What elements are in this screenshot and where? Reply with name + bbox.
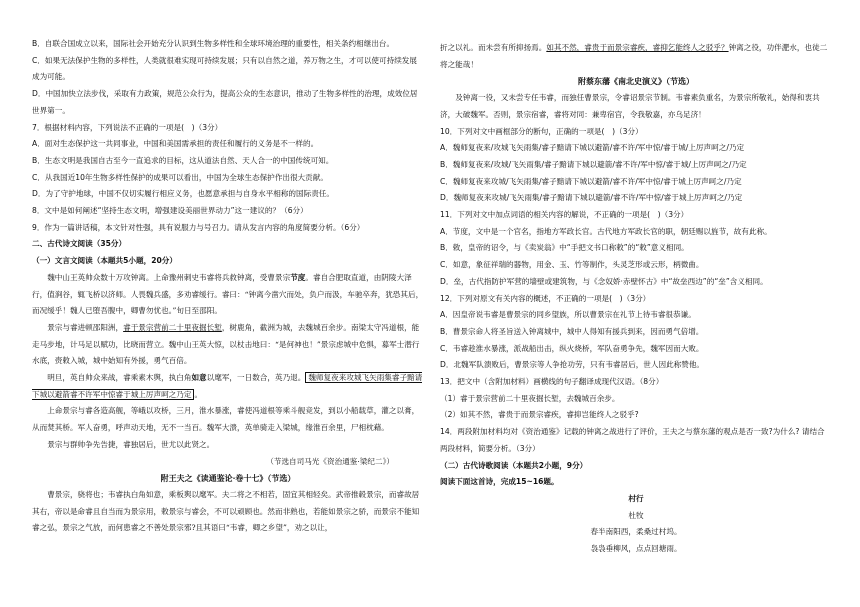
question-9: 9．作为一篇讲话稿，本文针对性强，具有说服力与号召力。请从发言内容的角度简要分析。（6分） xyxy=(32,222,365,232)
appendix-1-continued xyxy=(440,40,832,73)
q10-option-c: C．魏师复夜来攻城/飞矢雨集/睿子黯请下城以避箭/睿不许/军中惊/睿于城上厉声呵之/乃定 xyxy=(440,176,742,186)
q12-option-d: D．北魏军队溃败后，曹景宗等人争抢功劳，只有韦睿居后，世人因此称赞他。 xyxy=(440,360,705,370)
cont-underlined: 如其不然，睿贵于而景宗睿疾，睿抑乞能终人之驳乎？ xyxy=(546,43,729,52)
question-12: 12．下列对原文有关内容的概述，不正确的一项是( )（3分） xyxy=(440,293,651,303)
para2-text-c: ，树鹿角，截洲为城，去魏城百余步。南梁太守冯道根，能走马步地，计马足以赋功，比晓而营立。魏中山王英大惊，以杖击地曰：“是何神也！”景宗虑城中危惧，募军士潜行水底，赍敕入城，城中始知有外援，勇气百倍。 xyxy=(32,322,420,366)
question-10: 10．下列对文中画框部分的断句，正确的一项是( )（3分） xyxy=(440,126,643,136)
q7-option-b: B．生态文明是我国自古至今一直追求的目标，这从道法自然、天人合一的中国传统可知。 xyxy=(32,155,334,165)
right-column xyxy=(440,40,832,558)
option-d: D．中国加快立法步伐，采取有力政策，规范公众行为，提高公众的生态意识，推动了生物多样性的治理，成效位居世界第一。 xyxy=(32,89,418,115)
para1-text-a: 魏中山王英帅众数十万攻钟离。上命豫州刺史韦睿将兵救钟离，受曹景宗 xyxy=(47,272,291,282)
q7-option-c: C．从我国近10年生物多样性保护的成果可以看出，中国为全球生态保护作出很大贡献。 xyxy=(32,172,328,182)
question-8: 8．文中是如何阐述“坚持生态文明，增强建设美丽世界动力”这一建议的？（6分） xyxy=(32,206,308,216)
appendix-1-title: 附王夫之《读通鉴论·卷十七》（节选） xyxy=(160,473,296,484)
para2-underlined: 睿于景宗营前二十里夜掘长堑 xyxy=(123,322,222,332)
passage-para-5: 景宗与群帅争先告捷，睿独居后，世尤以此贤之。 xyxy=(47,439,215,449)
appendix-2-text: 及钟离一役，又未尝专任韦睿，而独任曹景宗，令睿诏景宗节制。韦睿素负重名，为景宗所敬礼，始得和衷共济，大破魏军。否则，景宗宿睿，睿将对同：兼卑宿宫，令我敬嘉，亦乌足济！ xyxy=(440,93,820,119)
para1-text-c: 。睿自合肥取直道，由阴陵大泽行，值涧谷，辄飞桥以济师。人畏魏兵盛，多劝睿缓行。睿曰：“钟离今凿穴而处，负户而汲，车驰卒奔，犹恐其后，而况缓乎！魏人已堕吾腹中，卿曹勿忧也。”旬日至邵阳。 xyxy=(32,272,424,316)
left-column xyxy=(32,36,424,537)
q10-option-d: D．魏师复夜来攻城/飞矢雨集/睿子黯请下城以避箭/睿不许/军中惊/睿于城上厉声呵之/乃定 xyxy=(440,193,743,203)
section-2-heading: 二、古代诗文阅读（35分） xyxy=(32,239,127,249)
question-11: 11．下列对文中加点词语的相关内容的解说，不正确的一项是( )（3分） xyxy=(440,210,689,220)
question-13-1: （1）睿于景宗营前二十里夜掘长堑，去魏城百余步。 xyxy=(440,393,620,403)
reading-instruction: 阅读下面这首诗，完成15~16题。 xyxy=(440,477,559,487)
poem-line-2: 袅袅垂柳风，点点回塘雨。 xyxy=(590,544,682,554)
para3-text-a: 明旦，英自帅众来战，睿乘素木舆，执白角 xyxy=(47,373,192,383)
para3-text-c: 以麾军，一日数合，英乃退。 xyxy=(206,373,306,383)
question-7: 7．根据材料内容，下列说法不正确的一项是( )（3分） xyxy=(32,122,223,132)
q12-option-a: A．因皇帝说韦睿是曹景宗的同乡望族，所以曹景宗在礼节上待韦睿很恭谦。 xyxy=(440,310,696,320)
poem-title: 村行 xyxy=(628,493,644,503)
q11-option-c: C．如意，象征祥瑞的器物，用金、玉、竹等制作，头灵芝形或云形，柄微曲。 xyxy=(440,260,704,270)
appendix-2-title: 附蔡东藩《南北史演义》（节选） xyxy=(578,76,694,87)
poem-author: 杜牧 xyxy=(628,510,644,520)
para1-dotted-word: 节度 xyxy=(290,272,306,282)
q7-option-a: A．面对生态保护这一共同事业，中国和美国需承担的责任和履行的义务是不一样的。 xyxy=(32,139,319,149)
para3-text-d: 。 xyxy=(194,389,203,399)
cont-text-a: 折之以礼。而未尝有所抑扬焉。 xyxy=(440,43,547,52)
q11-option-d: D．垒，古代指防护军营的墙壁或建筑物，与《念奴娇·赤壁怀古》中“故垒西边”的“垒”含义相同。 xyxy=(440,276,768,286)
q11-option-b: B．敕，皇帝的诏令，与《卖炭翁》中“手把文书口称敕”的“敕”意义相同。 xyxy=(440,243,689,253)
q10-option-a: A．魏师复夜来/攻城飞矢雨集/睿子黯请下城以避箭/睿不许/军中惊/睿于城/上厉声呵之/乃定 xyxy=(440,143,745,153)
q12-option-c: C．韦睿趁淮水暴涨，派战船出击，纵火烧桥，军队奋勇争先，魏军因而大败。 xyxy=(440,343,704,353)
para3-dotted-word: 如意 xyxy=(191,373,207,383)
option-c: C．如果无法保护生物的多样性，人类就很难实现可持续发展；只有以自然之道，养万物之生，才可以使可持续发展成为可能。 xyxy=(32,55,417,82)
q10-option-b: B．魏师复夜来/攻城/飞矢雨集/睿子黯请下城以避箭/睿不许/军中惊/睿于城/上厉声呵之/乃定 xyxy=(440,159,747,169)
q7-option-d: D．为了守护地球，中国不仅切实履行相应义务，也愿意承担与自身水平相称的国际责任。 xyxy=(32,189,334,199)
section-2-2-heading: （二）古代诗歌阅读（本题共2小题，9分） xyxy=(440,460,588,470)
question-14: 14．两段附加材料均对《资治通鉴》记载的钟离之战进行了评价，王夫之与蔡东藩的观点是否一致?为什么? 请结合两段材料，简要分析。（3分） xyxy=(440,427,825,453)
appendix-1-text: 曹景宗，骁将也；韦睿执白角如意，乘板舆以麾军。夫二将之不相若，固宜其相轻矣。武帝推毂景宗，而睿故居其右，帝以是命睿且自当而为景宗用，敕景宗与睿会，不可以顽顾也。然而非熟也，若能如景宗之骄，而景宗不能知睿之弘，景宗之气放，而何患睿之不善处景宗邪?且其语曰“韦睿，卿之乡望”，劝之以让， xyxy=(32,489,420,533)
passage-citation: （节选自司马光《资治通鉴·梁纪二》） xyxy=(266,456,394,466)
para2-text-a: 景宗与睿进顿邵阳洲， xyxy=(47,322,124,332)
section-2-1-heading: （一）文言文阅读（本题共5小题，20分） xyxy=(32,256,177,266)
boxed-sentence: 魏师复夜来攻城飞矢雨集睿子黯请下城以避箭睿不许军中惊睿于城上厉声呵之乃定 xyxy=(32,373,423,399)
cont-text-c: 钟离之役，功伴淝水，也徒二将之能哉！ xyxy=(440,43,828,69)
question-13: 13．把文中（含附加材料）画横线的句子翻译成现代汉语。（8分） xyxy=(440,377,664,387)
question-13-2: （2）如其不然，睿贵于而景宗睿疾，睿抑岂能终人之驳乎? xyxy=(440,410,639,420)
passage-para-1 xyxy=(32,270,424,320)
passage-para-2 xyxy=(32,320,424,370)
option-b: B．自联合国成立以来，国际社会开始充分认识到生物多样性和全球环境治理的重要性，相关条约相继出台。 xyxy=(32,39,395,48)
passage-para-4: 上命景宗与睿各造高舰，等峨以攻桥，三月，淮水暴涨，睿使冯道根等乘斗舰竞发，到以小船载草，灌之以膏，从而焚其桥。军人奋勇，呼声动天地，无不一当百。魏军大溃，英单骑走入梁城，缘淮百余里，尸相枕藉。 xyxy=(32,406,420,433)
q12-option-b: B．曹景宗命人将圣旨送入钟离城中，城中人得知有援兵到来，因而勇气倍增。 xyxy=(440,326,704,336)
q11-option-a: A．节度，文中是一个官名，指地方军政长官。古代地方军政长官的职，朝廷赐以旌节，故有此称。 xyxy=(440,226,772,236)
poem-line-1: 春半南阳西，柔桑过村坞。 xyxy=(590,527,682,537)
passage-para-3 xyxy=(32,370,424,403)
